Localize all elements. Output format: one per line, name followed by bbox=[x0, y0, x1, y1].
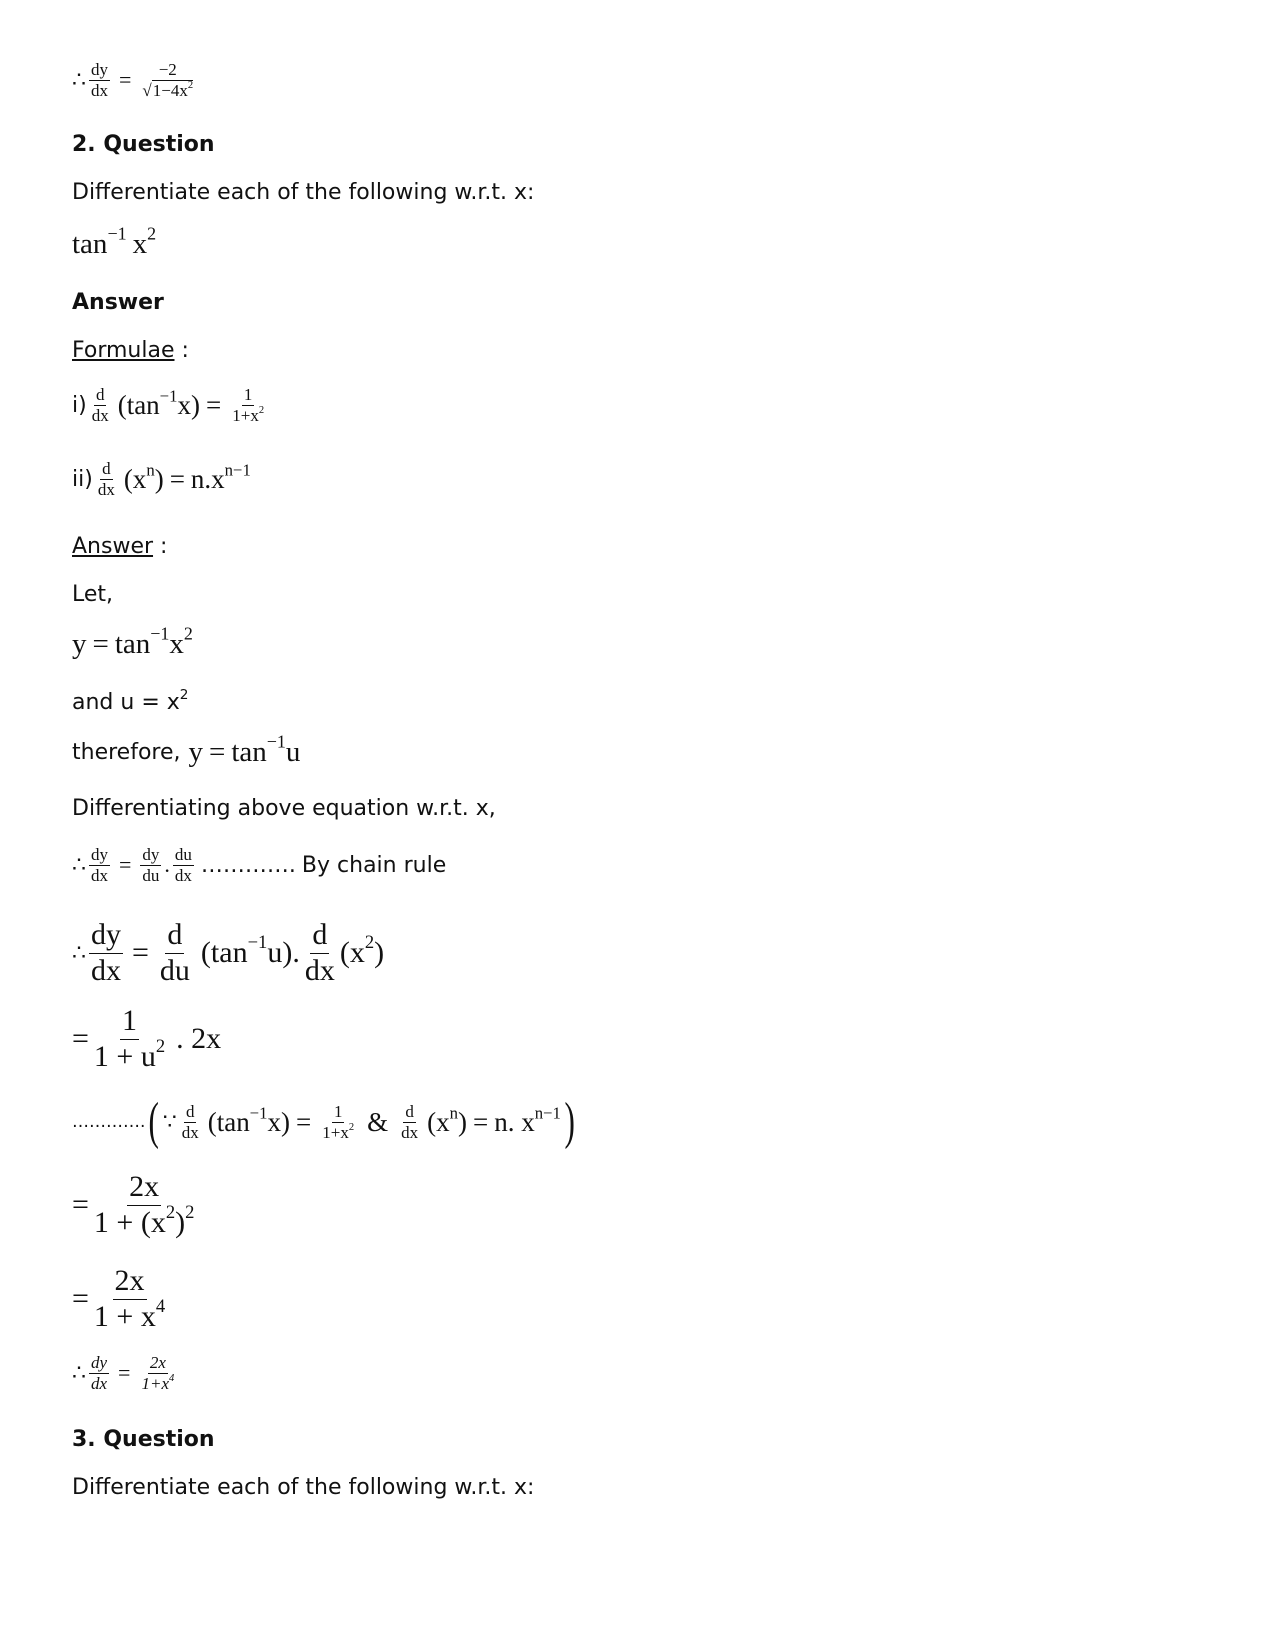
chain-rule-line: ∴ $\frac{dy}{dx}$ = $\frac{dy}{du}$ . $\frac{du}{dx}$ …………. By chain rule bbox=[72, 845, 447, 885]
formulae-label: Formulae : bbox=[72, 338, 189, 363]
result-fraction: $\frac{-2}{√1-4x^2}$ bbox=[142, 60, 194, 100]
u-definition: and $u = x^2$ bbox=[72, 686, 189, 715]
formula-1: i) $\frac{d}{dx}$ $(\tan^{-1}x)$ = $\frac{1}{1+x^2}$ bbox=[72, 385, 265, 425]
step-4: = $\frac{2x}{1 + (x^2)^2}$ bbox=[72, 1170, 195, 1239]
y-definition: $y = \tan^{-1}x^2$ bbox=[72, 623, 193, 660]
step-3: = $\frac{1}{1 + u^2}$ . 2x bbox=[72, 1004, 222, 1073]
answer-sublabel: Answer : bbox=[72, 534, 168, 559]
answer-heading: Answer bbox=[72, 290, 164, 315]
question-3-heading: 3. Question bbox=[72, 1427, 215, 1452]
let-text: Let, bbox=[72, 582, 114, 607]
question-2-expression: $\tan^{-1} x^2$ bbox=[72, 223, 157, 260]
therefore-symbol: ∴ bbox=[72, 67, 86, 93]
step-5: = $\frac{2x}{1 + x^4}$ bbox=[72, 1264, 166, 1333]
formula-1-rhs-fraction: $\frac{1}{1+x^2}$ bbox=[232, 385, 265, 425]
chain-expansion: ∴ $\frac{dy}{dx}$ = $\frac{d}{du}$ $(\tan^{-1}u)$. $\frac{d}{dx}$ $(x^2)$ bbox=[72, 918, 385, 987]
d-dx-operator: $\frac{d}{dx}$ bbox=[97, 459, 115, 499]
dy-dx-fraction: $\frac{dy}{dx}$ bbox=[91, 60, 108, 100]
formula-2: ii) $\frac{d}{dx}$ $(x^n)$ = $n.x^{n-1}$ bbox=[72, 459, 251, 499]
differentiating-text: Differentiating above equation w.r.t. x, bbox=[72, 796, 496, 821]
question-3-instruction: Differentiate each of the following w.r.t. x: bbox=[72, 1475, 535, 1500]
therefore-y-u: therefore, $y = \tan^{-1}u$ bbox=[72, 731, 301, 768]
top-result-equation: ∴ $\frac{dy}{dx}$ = $\frac{-2}{√1-4x^2}$ bbox=[72, 60, 194, 100]
question-2-heading: 2. Question bbox=[72, 132, 215, 157]
because-line: …………. ( ∵ $\frac{d}{dx}$ $(\tan^{-1}x)$ = $\frac{1}{1+x^2}$ & $\frac{d}{dx}$ $(x^n)$ = n. $x^{n-1}$ ) bbox=[72, 1093, 575, 1150]
d-dx-operator: $\frac{d}{dx}$ bbox=[91, 385, 109, 425]
question-2-instruction: Differentiate each of the following w.r.t. x: bbox=[72, 180, 535, 205]
final-result: ∴ $\frac{dy}{dx}$ = $\frac{2x}{1+x^4}$ bbox=[72, 1353, 175, 1393]
